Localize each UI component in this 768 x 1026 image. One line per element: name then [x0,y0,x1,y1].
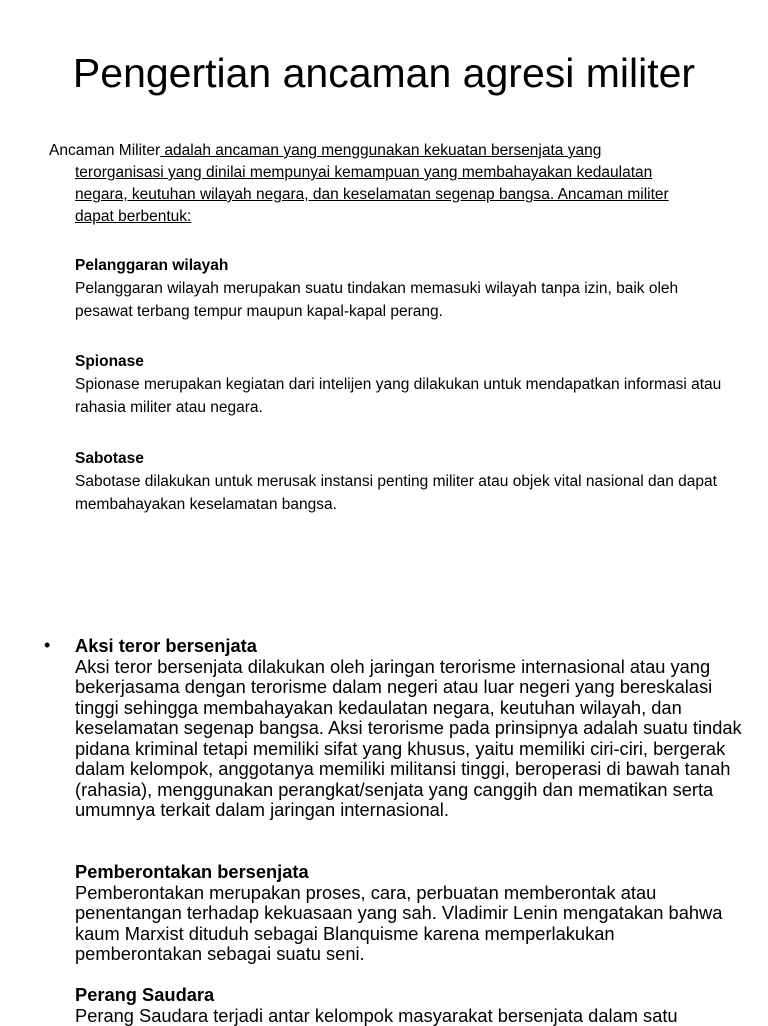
section-body: Pelanggaran wilayah merupakan suatu tindakan memasuki wilayah tanpa izin, baik oleh pesawat terbang tempur maupun kapal-kapal perang. [75,280,679,320]
bullet-icon: • [44,635,51,655]
section-pelanggaran-wilayah [75,254,735,323]
list-item-heading: Perang Saudara [75,984,215,1005]
intro-lead: Ancaman Militer [49,142,161,159]
list-item-body: Perang Saudara terjadi antar kelompok masyarakat bersenjata dalam satu [75,1004,678,1026]
section-spionase [75,350,735,419]
list-item-pemberontakan [75,862,745,965]
list-item-body: Pemberontakan merupakan proses, cara, perbuatan memberontak atau penentangan terhadap kekuasaan yang sah. Vladimir Lenin mengatakan bahwa kaum Marxist dituduh sebagai Blanquisme karena memperlakukan pemberontakan sebagai suatu seni. [75,881,723,964]
list-item-heading: Aksi teror bersenjata [75,635,257,656]
list-item-perang-saudara [75,985,745,1026]
intro-definition-continued: terorganisasi yang dinilai mempunyai kemampuan yang membahayakan kedaulatan negara, keutuhan wilayah negara, dan keselamatan segenap bangsa. Ancaman militer dapat berbentuk: [75,164,669,225]
section-heading: Spionase [75,353,144,370]
section-heading: Sabotase [75,450,144,467]
section-heading: Pelanggaran wilayah [75,257,229,274]
list-item-heading: Pemberontakan bersenjata [75,861,309,882]
page-title: Pengertian ancaman agresi militer [72,50,696,96]
section-sabotase [75,447,735,516]
intro-definition: adalah ancaman yang menggunakan kekuatan bersenjata yang [160,142,602,159]
list-item-body: Aksi teror bersenjata dilakukan oleh jaringan terorisme internasional atau yang bekerjasama dengan terorisme dalam negeri atau luar negeri yang bereskalasi tinggi sehingga membahayakan kedaulatan negara, keutuhan wilayah, dan keselamatan segenap bangsa. Aksi terorisme pada prinsipnya adalah suatu tindak pidana kriminal tetapi memiliki sifat yang khusus, yaitu memiliki ciri-ciri, bergerak dalam kelompok, anggotanya memiliki militansi tinggi, beroperasi di bawah tanah (rahasia), menggunakan perangkat/senjata yang canggih dan mematikan serta umumnya terkait dalam jaringan internasional. [75,655,742,820]
list-item-aksi-teror [75,636,745,821]
section-body: Sabotase dilakukan untuk merusak instansi penting militer atau objek vital nasional dan dapat membahayakan keselamatan bangsa. [75,473,717,513]
intro-paragraph [49,140,709,228]
section-body: Spionase merupakan kegiatan dari intelijen yang dilakukan untuk mendapatkan informasi atau rahasia militer atau negara. [75,376,722,416]
